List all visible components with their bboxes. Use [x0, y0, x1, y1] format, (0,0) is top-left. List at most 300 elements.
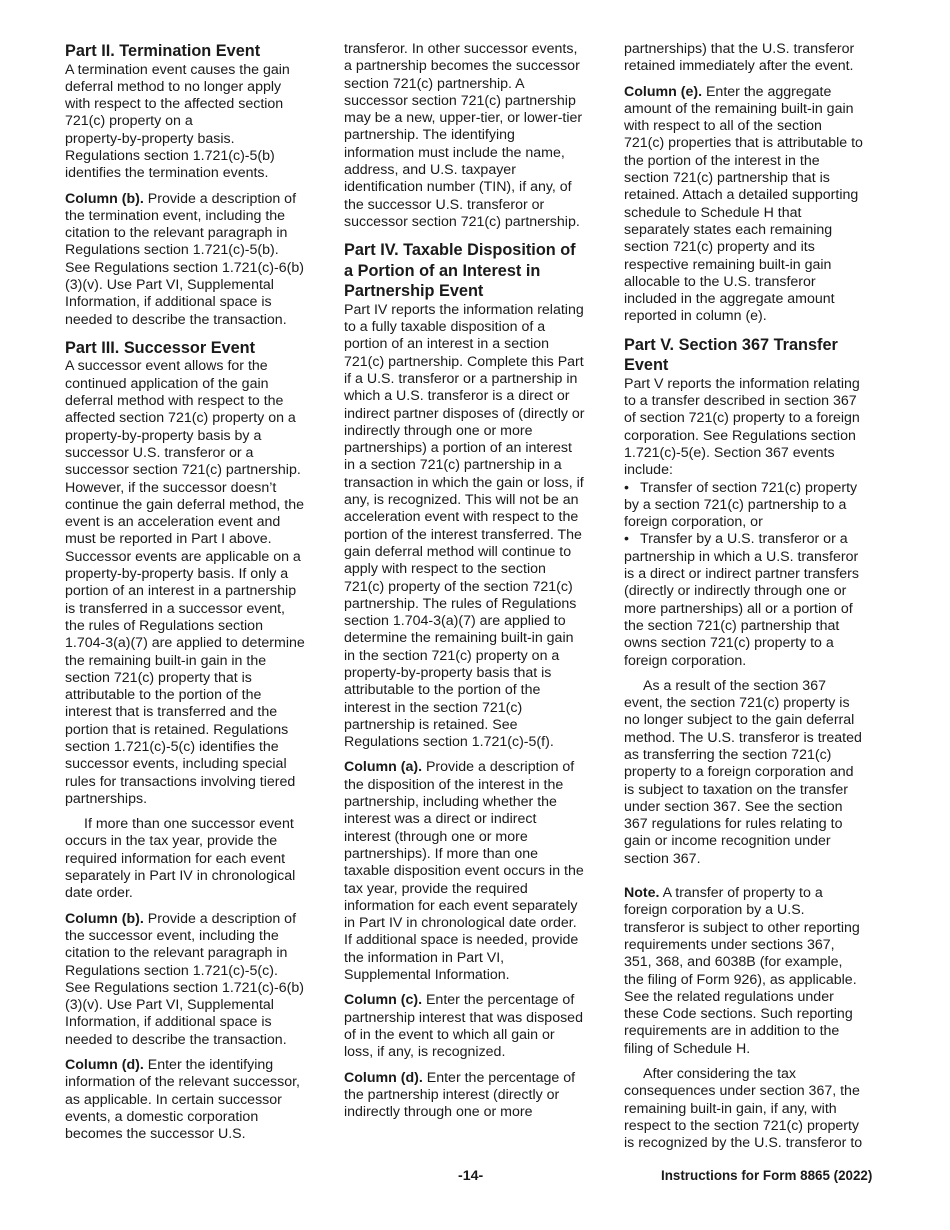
text-line: [344, 371, 608, 388]
part-ii-intro: [65, 62, 333, 183]
text-span: identifies the termination events.: [65, 165, 269, 182]
text-span: corporation. See Regulations section: [624, 427, 856, 444]
text-span: See the related regulations under: [624, 988, 834, 1005]
text-line: [65, 1014, 333, 1031]
text-line: [624, 902, 886, 919]
text-line: [65, 868, 333, 885]
text-line: [344, 179, 608, 196]
text-span: indirectly through one or more: [344, 422, 533, 439]
text-span: 367 regulations for rules relating to: [624, 816, 843, 833]
part-iii-column-b: [65, 911, 333, 1049]
text-span: continued application of the gain: [65, 375, 269, 392]
text-line: [65, 358, 333, 375]
text-span: required information for each event: [65, 850, 286, 867]
text-span: the successor event, including the: [65, 927, 279, 944]
text-line: [624, 601, 886, 618]
text-span: occurs in the tax year, provide the: [65, 833, 278, 850]
text-span: method. The U.S. transferor is treated: [624, 729, 862, 746]
text-line: [624, 583, 886, 600]
text-span: Provide a description of: [422, 759, 575, 776]
text-line: [65, 687, 333, 704]
text-line: [65, 945, 333, 962]
text-line: [624, 695, 886, 712]
text-line: [344, 829, 608, 846]
text-line: [344, 1044, 608, 1061]
text-span: Enter the percentage of: [422, 992, 575, 1009]
text-line: [65, 376, 333, 393]
text-line: [65, 62, 333, 79]
text-span: A successor event allows for the: [65, 358, 268, 375]
text-line: [624, 101, 886, 118]
text-line: [344, 1087, 608, 1104]
text-span: amount of the remaining built-in gain: [624, 100, 854, 117]
text-line: [624, 428, 886, 445]
text-line: [624, 920, 886, 937]
text-line: [65, 1032, 333, 1049]
text-line: [65, 791, 333, 808]
text-span: 721(c) partnership. Complete this Part: [344, 353, 584, 370]
text-line: [624, 531, 886, 548]
part-v-result: [624, 678, 886, 868]
text-span: which a U.S. transferor is a direct or: [344, 388, 570, 405]
part-v-intro: [624, 376, 886, 480]
text-line: [344, 992, 608, 1009]
text-line: [344, 1070, 608, 1087]
text-line: [624, 462, 886, 479]
part-v-note: [624, 885, 886, 1058]
text-span: the partnership interest (directly or: [344, 1086, 560, 1103]
heading-line: Partnership Event: [344, 282, 484, 301]
text-span: interest in the section 721(c): [344, 699, 523, 716]
text-span: the portion of the interest in the: [624, 152, 820, 169]
text-line: [344, 475, 608, 492]
text-span: Information, if additional space is: [65, 294, 272, 311]
text-line: [344, 76, 608, 93]
text-line: [344, 665, 608, 682]
text-line: [624, 135, 886, 152]
text-line: [624, 1023, 886, 1040]
text-span: retained immediately after the event.: [624, 58, 854, 75]
text-line: [65, 312, 333, 329]
text-span: portion of the interest transferred. The: [344, 526, 582, 543]
text-line: [65, 1126, 333, 1143]
page-number: -14-: [458, 1168, 484, 1184]
text-line: [624, 257, 886, 274]
text-line: [65, 480, 333, 497]
part-iv-column-c: [344, 992, 608, 1061]
text-span: 721(c) property of the section 721(c): [344, 578, 573, 595]
text-line: [624, 153, 886, 170]
text-line: [344, 700, 608, 717]
text-span: partnerships) that the U.S. transferor: [624, 41, 855, 57]
text-span: more partnerships) all or a portion of: [624, 600, 853, 617]
text-line: [65, 1074, 333, 1091]
text-line: [344, 1010, 608, 1027]
part-iv-intro: [344, 302, 608, 752]
text-line: [344, 717, 608, 734]
text-span: portion of an interest in a section: [344, 336, 550, 353]
text-span: information of the relevant successor,: [65, 1074, 301, 1091]
text-line: [344, 162, 608, 179]
text-line: [624, 885, 886, 902]
text-span: foreign corporation, or: [624, 514, 763, 531]
text-span: deferral method with respect to the: [65, 393, 284, 410]
text-span: If more than one successor event: [84, 816, 294, 833]
heading-line: Event: [624, 356, 669, 375]
text-span: becomes the successor U.S.: [65, 1126, 246, 1143]
text-line: [344, 527, 608, 544]
text-line: [65, 410, 333, 427]
text-line: [624, 308, 886, 325]
text-line: [344, 388, 608, 405]
text-line: [65, 514, 333, 531]
text-line: [624, 851, 886, 868]
text-line: [624, 937, 886, 954]
text-span: property-by-property basis that is: [344, 665, 552, 681]
text-span: must be reported in Part I above.: [65, 531, 272, 548]
text-span: section 721(c) partnership. A: [344, 75, 525, 92]
text-line: [624, 118, 886, 135]
text-line: [344, 423, 608, 440]
text-span: determine the remaining built-in gain: [344, 630, 574, 647]
text-line: [624, 274, 886, 291]
text-span: partnership in which a U.S. transferor: [624, 548, 859, 565]
text-span: as applicable. In certain successor: [65, 1091, 282, 1108]
part-iii-multiple-events: [65, 816, 333, 902]
text-span: with respect to all of the section: [624, 118, 822, 135]
text-span: Supplemental Information.: [344, 967, 510, 984]
text-line: [65, 911, 333, 928]
run-in-heading: Column (b).: [65, 190, 144, 207]
text-line: [624, 1041, 886, 1058]
text-line: [624, 1083, 886, 1100]
text-line: [624, 41, 886, 58]
text-span: is recognized by the U.S. transferor to: [624, 1135, 863, 1152]
text-line: [65, 704, 333, 721]
text-span: with respect to the affected section: [65, 96, 284, 113]
text-span: partnership interest that was disposed: [344, 1009, 583, 1026]
text-span: indirectly through one or more: [344, 1104, 533, 1121]
text-span: of section 721(c) property to a foreign: [624, 410, 860, 427]
text-span: property-by-property basis.: [65, 130, 235, 147]
text-span: partnership. The identifying: [344, 127, 515, 144]
column-right: [624, 41, 886, 1153]
text-span: separately states each remaining: [624, 221, 833, 238]
text-span: if a U.S. transferor or a partnership in: [344, 370, 578, 387]
text-line: [624, 816, 886, 833]
heading-line: a Portion of an Interest in: [344, 261, 541, 280]
text-line: [624, 833, 886, 850]
text-span: affected section 721(c) property on a: [65, 410, 296, 427]
text-line: [624, 1118, 886, 1135]
text-span: (3)(v). Use Part VI, Supplemental: [65, 277, 274, 294]
text-line: [624, 972, 886, 989]
text-span: schedule to Schedule H that: [624, 204, 802, 221]
text-span: address, and U.S. taxpayer: [344, 162, 516, 179]
text-line: [624, 480, 886, 497]
text-span: in Part IV in chronological date order.: [344, 915, 577, 932]
text-line: [624, 989, 886, 1006]
text-span: under section 367. See the section: [624, 798, 843, 815]
text-line: [65, 885, 333, 902]
text-line: [344, 336, 608, 353]
text-line: [624, 222, 886, 239]
text-line: [624, 678, 886, 695]
text-span: Transfer by a U.S. transferor or a: [640, 531, 848, 548]
text-line: [65, 531, 333, 548]
text-line: [624, 291, 886, 308]
text-span: successor events, including special: [65, 756, 287, 773]
text-span: Transfer of section 721(c) property: [640, 479, 858, 496]
text-line: [65, 928, 333, 945]
text-span: interest was a direct or indirect: [344, 811, 537, 828]
text-span: loss, if any, is recognized.: [344, 1044, 506, 1061]
text-span: gain deferral method will continue to: [344, 543, 572, 560]
text-span: 351, 368, and 6038B (for example,: [624, 954, 843, 971]
text-span: property to a foreign corporation and: [624, 764, 854, 781]
text-line: [65, 1057, 333, 1074]
text-span: Provide a description of: [143, 910, 297, 927]
text-span: If additional space is needed, provide: [344, 932, 579, 949]
text-span: the termination event, including the: [65, 207, 286, 224]
part-v-bullet-2: [624, 531, 886, 669]
text-span: section 1.704-3(a)(7) are applied to: [344, 613, 566, 630]
text-line: [65, 997, 333, 1014]
text-line: [344, 648, 608, 665]
text-line: [344, 1104, 608, 1121]
text-span: the remaining built-in gain in the: [65, 652, 267, 669]
text-line: [65, 277, 333, 294]
text-line: [344, 932, 608, 949]
column-left: [65, 41, 333, 1144]
text-line: [624, 187, 886, 204]
text-line: [65, 980, 333, 997]
text-line: [344, 214, 608, 231]
successor-continuation: [344, 41, 608, 231]
text-line: [344, 127, 608, 144]
text-line: [65, 756, 333, 773]
text-span: date order.: [65, 885, 133, 902]
text-span: successor section 721(c) partnership.: [344, 213, 580, 230]
text-line: [624, 239, 886, 256]
run-in-heading: Column (d).: [344, 1069, 423, 1086]
text-span: successor U.S. transferor or a: [65, 444, 254, 461]
text-span: respective remaining built-in gain: [624, 256, 832, 273]
heading-line: Part IV. Taxable Disposition of: [344, 241, 576, 260]
text-span: section 721(c) partnership that is: [624, 170, 830, 187]
text-span: is subject to taxation on the transfer: [624, 781, 848, 798]
text-span: transaction in which the gain or loss, if: [344, 474, 584, 491]
text-line: [65, 1092, 333, 1109]
text-span: However, if the successor doesn’t: [65, 479, 277, 496]
part-iv-column-a: [344, 759, 608, 984]
text-line: [624, 653, 886, 670]
text-line: [344, 881, 608, 898]
text-line: [344, 457, 608, 474]
text-span: allocable to the U.S. transferor: [624, 273, 816, 290]
text-span: transferor is subject to other reporting: [624, 919, 860, 936]
text-span: needed to describe the transaction.: [65, 311, 287, 328]
text-span: interest (through one or more: [344, 828, 528, 845]
text-span: interest that is transferred and the: [65, 704, 278, 721]
text-line: [624, 514, 886, 531]
text-span: partnership, including whether the: [344, 794, 557, 811]
text-span: information must include the name,: [344, 144, 565, 161]
text-line: [344, 734, 608, 751]
text-line: [624, 1101, 886, 1118]
text-line: [624, 410, 886, 427]
text-line: [344, 561, 608, 578]
text-span: partnership. The rules of Regulations: [344, 595, 577, 612]
text-line: [65, 722, 333, 739]
text-span: portion that is retained. Regulations: [65, 721, 289, 738]
text-line: [624, 1066, 886, 1083]
text-line: [344, 302, 608, 319]
text-span: in the section 721(c) property on a: [344, 647, 560, 664]
text-span: deferral method to no longer apply: [65, 78, 282, 95]
text-line: [344, 794, 608, 811]
text-line: [624, 445, 886, 462]
part-iv-column-d-continuation: [624, 41, 886, 76]
text-line: [344, 967, 608, 984]
part-v-heading: [624, 335, 886, 376]
part-v-bullet-1: [624, 480, 886, 532]
text-span: (directly or indirectly through one or: [624, 583, 847, 600]
text-span: to a fully taxable disposition of a: [344, 319, 546, 336]
text-line: [344, 58, 608, 75]
text-span: 1.721(c)-5(e). Section 367 events: [624, 444, 835, 461]
text-line: [344, 544, 608, 561]
text-line: [344, 406, 608, 423]
text-span: requirements are in addition to the: [624, 1023, 840, 1040]
run-in-heading: Column (e).: [624, 83, 703, 100]
text-span: section 721(c) property that is: [65, 669, 252, 686]
text-line: [65, 1109, 333, 1126]
text-span: Information, if additional space is: [65, 1014, 272, 1031]
text-line: [65, 208, 333, 225]
text-span: to a transfer described in section 367: [624, 393, 857, 410]
text-span: the disposition of the interest in the: [344, 776, 564, 793]
text-span: owns section 721(c) property to a: [624, 635, 834, 652]
text-span: Enter the identifying: [143, 1057, 274, 1074]
text-span: may be a new, upper-tier, or lower-tier: [344, 110, 583, 127]
text-line: [65, 739, 333, 756]
text-line: [344, 950, 608, 967]
text-line: [624, 954, 886, 971]
text-line: [65, 816, 333, 833]
text-span: rules for transactions involving tiered: [65, 773, 296, 790]
text-line: [65, 165, 333, 182]
text-line: [344, 863, 608, 880]
text-span: See Regulations section 1.721(c)-6(b): [65, 259, 304, 276]
text-line: [344, 319, 608, 336]
text-line: [65, 497, 333, 514]
text-span: 721(c) property on a: [65, 113, 193, 130]
text-line: [624, 730, 886, 747]
part-iv-column-d: [344, 1070, 608, 1122]
part-iii-heading: Part III. Successor Event: [65, 338, 256, 357]
text-span: section 1.721(c)-5(c) identifies the: [65, 738, 279, 755]
text-span: 1.704-3(a)(7) are applied to determine: [65, 635, 305, 652]
text-line: [344, 1027, 608, 1044]
text-line: [344, 630, 608, 647]
text-span: requirements under sections 367,: [624, 936, 835, 953]
text-span: of in the event to which all gain or: [344, 1026, 555, 1043]
text-line: [65, 618, 333, 635]
text-span: by a section 721(c) partnership to a: [624, 496, 847, 513]
text-span: remaining built-in gain, if any, with: [624, 1100, 837, 1117]
part-iii-intro: [65, 358, 333, 808]
text-span: A termination event causes the gain: [65, 61, 290, 78]
text-line: [65, 462, 333, 479]
text-line: [624, 393, 886, 410]
text-span: separately in Part IV in chronological: [65, 868, 296, 885]
text-span: (3)(v). Use Part VI, Supplemental: [65, 997, 274, 1014]
text-line: [65, 583, 333, 600]
text-line: [624, 84, 886, 101]
text-line: [65, 851, 333, 868]
text-line: [624, 566, 886, 583]
text-line: [624, 799, 886, 816]
text-line: [344, 915, 608, 932]
text-span: needed to describe the transaction.: [65, 1031, 287, 1048]
text-span: foreign corporation.: [624, 652, 747, 669]
text-span: transferor. In other successor events,: [344, 41, 578, 57]
text-line: [344, 579, 608, 596]
text-span: events, a domestic corporation: [65, 1108, 259, 1125]
text-span: property-by-property basis. If only a: [65, 566, 289, 583]
text-span: partnership is retained. See: [344, 716, 518, 733]
text-span: in a section 721(c) partnership in a: [344, 457, 562, 474]
text-span: identification number (TIN), if any, of: [344, 179, 572, 196]
text-line: [344, 613, 608, 630]
text-span: 721(c) properties that is attributable to: [624, 135, 863, 152]
text-span: property-by-property basis by a: [65, 427, 262, 444]
run-in-heading: Column (b).: [65, 910, 144, 927]
text-line: [65, 131, 333, 148]
text-line: [344, 811, 608, 828]
text-span: tax year, provide the required: [344, 880, 528, 897]
text-line: [344, 41, 608, 58]
text-span: the filing of Form 926), as applicable.: [624, 971, 857, 988]
text-span: any, is recognized. This will not be an: [344, 492, 579, 509]
text-span: partnerships.: [65, 790, 148, 807]
text-line: [65, 833, 333, 850]
run-in-heading: Column (a).: [344, 759, 423, 776]
text-span: partnerships) a portion of an interest: [344, 440, 572, 457]
text-line: [344, 354, 608, 371]
text-span: no longer subject to the gain deferral: [624, 712, 855, 729]
text-line: [344, 110, 608, 127]
text-span: portion of an interest in a partnership: [65, 583, 297, 600]
part-v-after: [624, 1066, 886, 1152]
text-line: [65, 635, 333, 652]
text-line: [344, 846, 608, 863]
text-span: information for each event separately: [344, 897, 578, 914]
part-iv-heading: [344, 240, 608, 302]
text-line: [624, 1006, 886, 1023]
text-line: [65, 963, 333, 980]
text-span: the successor U.S. transferor or: [344, 196, 545, 213]
text-line: [65, 653, 333, 670]
part-ii-heading: Part II. Termination Event: [65, 42, 261, 60]
heading-line: Part V. Section 367 Transfer: [624, 335, 838, 354]
text-span: retained. Attach a detailed supporting: [624, 187, 859, 204]
text-span: See Regulations section 1.721(c)-6(b): [65, 979, 304, 996]
text-line: [65, 294, 333, 311]
text-line: [624, 618, 886, 635]
text-span: the information in Part VI,: [344, 949, 505, 966]
